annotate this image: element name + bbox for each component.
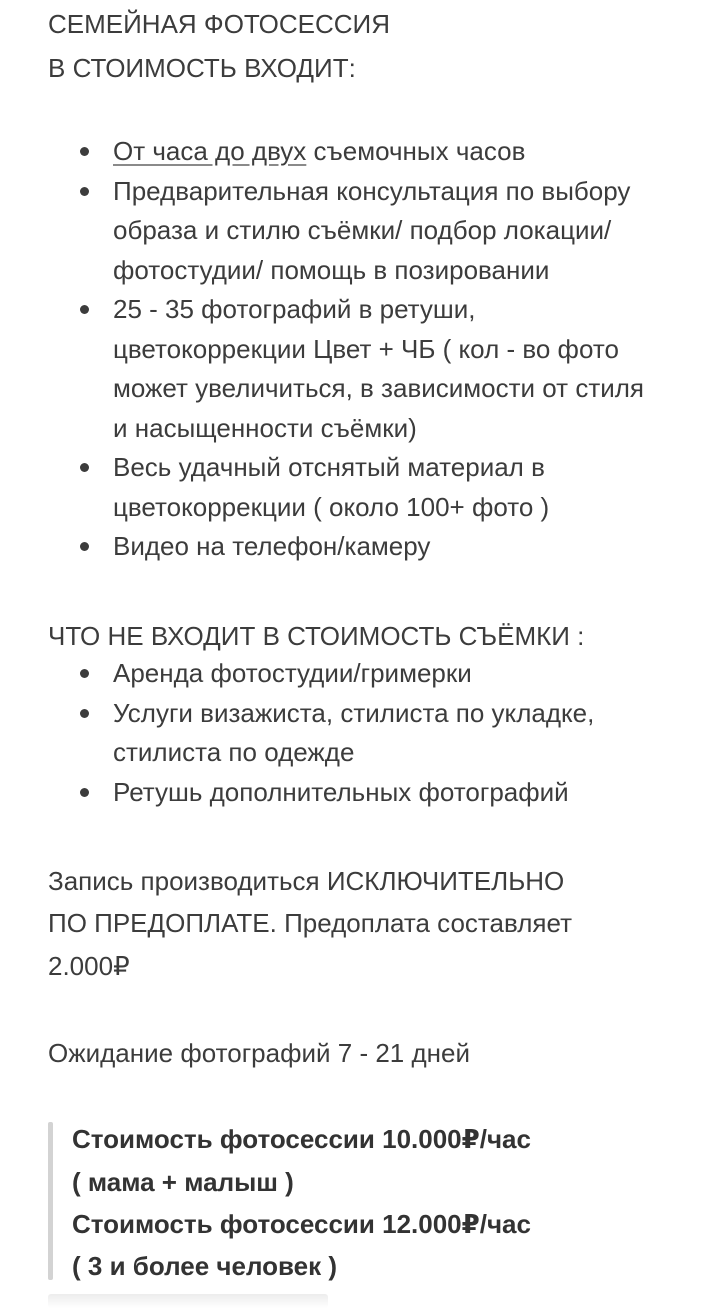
bullet-icon	[80, 709, 89, 718]
heading-line-1: СЕМЕЙНАЯ ФОТОСЕССИЯ	[48, 9, 390, 39]
list-item	[0, 172, 720, 291]
price-line-3: Стоимость фотосессии 12.000₽/час	[72, 1209, 531, 1239]
not-included-list	[0, 654, 720, 812]
list-item-text: стилиста по одежде	[113, 737, 355, 767]
bullet-icon	[80, 147, 89, 156]
list-item	[0, 527, 720, 567]
cut-off-text	[48, 1290, 348, 1311]
bullet-icon	[80, 463, 89, 472]
list-item	[0, 290, 720, 448]
booking-line-3: 2.000₽	[48, 951, 130, 981]
list-item	[0, 448, 720, 527]
bullet-icon	[80, 669, 89, 678]
faded-line	[48, 1294, 328, 1308]
booking-line-2: ПО ПРЕДОПЛАТЕ. Предоплата составляет	[48, 908, 572, 938]
list-item-text: и насыщенности съёмки)	[113, 412, 417, 443]
list-item-text: Ретушь дополнительных фотографий	[113, 776, 569, 807]
bullet-icon	[80, 788, 89, 797]
list-item	[0, 694, 720, 773]
list-item-text: Весь удачный отснятый материал в	[113, 452, 545, 482]
bullet-icon	[80, 305, 89, 314]
list-item-text: Услуги визажиста, стилиста по укладке,	[113, 697, 595, 728]
booking-line-1: Запись производиться ИСКЛЮЧИТЕЛЬНО	[48, 866, 565, 896]
list-item	[0, 773, 720, 813]
underlined-text: От часа до двух	[113, 136, 307, 166]
list-item-text: цветокоррекции ( около 100+ фото )	[113, 491, 550, 522]
list-item-text: цветокоррекции Цвет + ЧБ ( кол - во фото	[113, 333, 619, 364]
list-item-text: 25 - 35 фотографий в ретуши,	[113, 294, 476, 324]
list-item-text: Видео на телефон/камеру	[113, 531, 431, 561]
list-item-text: Предварительная консультация по выбору	[113, 175, 631, 206]
list-item	[0, 132, 720, 172]
included-list	[0, 132, 720, 567]
list-item-text: Аренда фотостудии/гримерки	[113, 658, 472, 688]
price-line-2: ( мама + малыш )	[72, 1167, 294, 1197]
heading-line-2: В СТОИМОСТЬ ВХОДИТ:	[48, 53, 356, 83]
price-line-1: Стоимость фотосессии 10.000₽/час	[72, 1124, 531, 1154]
list-item-text: фотостудии/ помощь в позировании	[113, 254, 550, 285]
list-item-text: может увеличиться, в зависимости от стиля	[113, 373, 644, 403]
bullet-icon	[80, 542, 89, 551]
bullet-icon	[80, 187, 89, 196]
waiting-line: Ожидание фотографий 7 - 21 дней	[48, 1038, 470, 1068]
quote-bar	[48, 1122, 53, 1280]
price-blockquote	[48, 1122, 688, 1282]
list-item	[0, 654, 720, 694]
list-item-text: съемочных часов	[306, 136, 526, 166]
not-included-title: ЧТО НЕ ВХОДИТ В СТОИМОСТЬ СЪЁМКИ :	[48, 621, 585, 651]
price-line-4: ( 3 и более человек )	[72, 1251, 337, 1281]
list-item-text: образа и стилю съёмки/ подбор локации/	[113, 215, 612, 245]
